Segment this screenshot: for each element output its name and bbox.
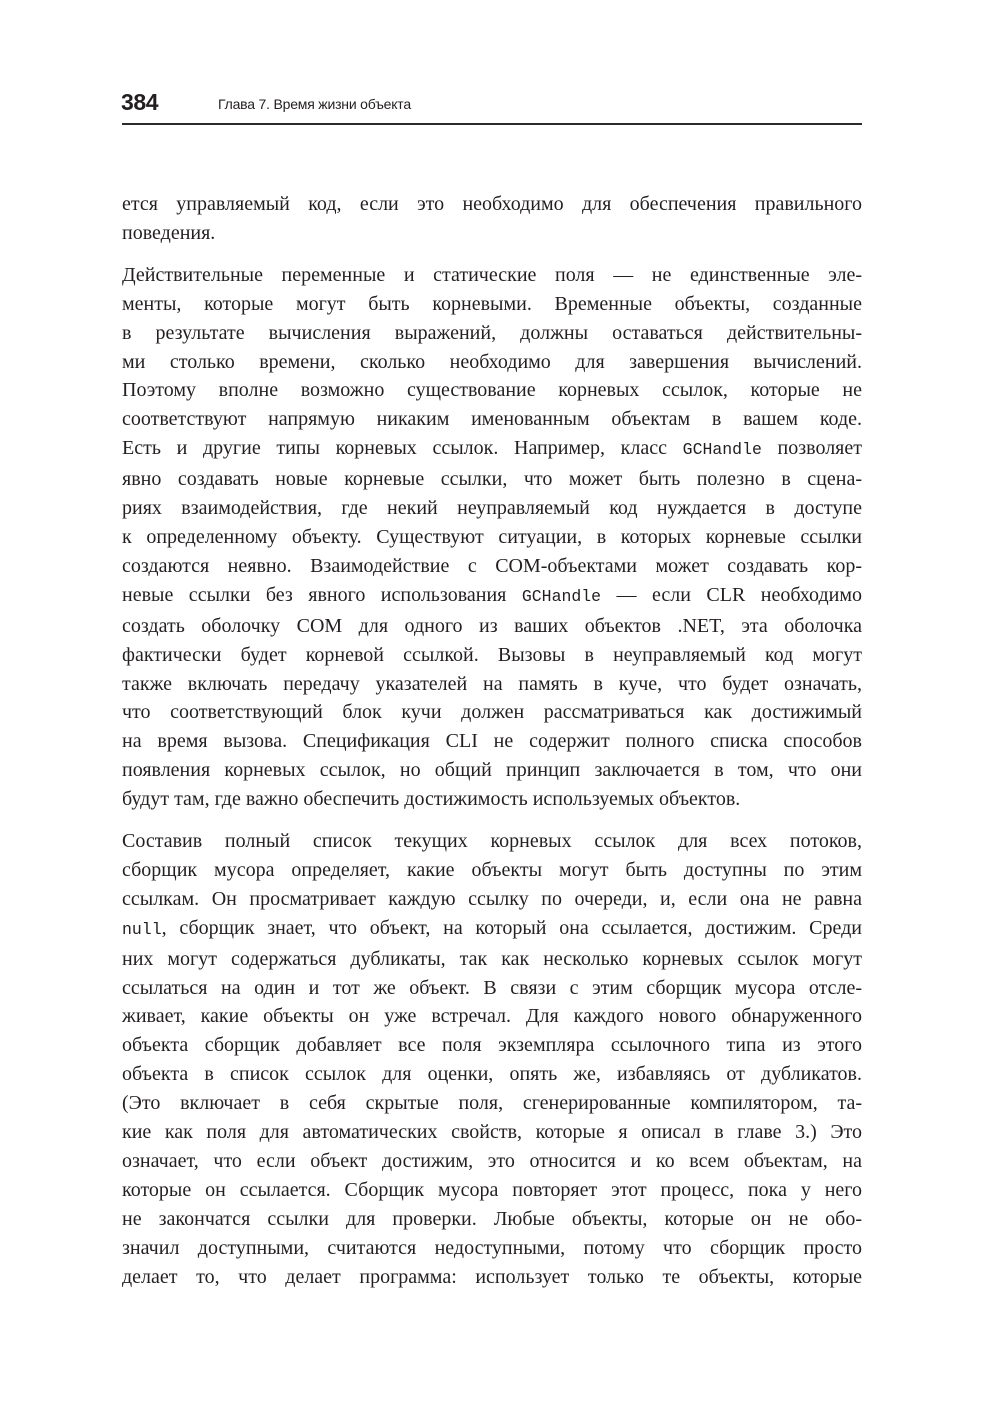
text-segment: — если CLR необходимо: [601, 583, 862, 606]
inline-code: null: [122, 919, 162, 939]
text-line: сборщик мусора определяет, какие объекты могут быть доступны по этим: [122, 858, 862, 881]
text-line: на время вызова. Спецификация CLI не содержит полного списка способов: [122, 730, 862, 753]
text-segment: невые ссылки без явного использования: [122, 583, 522, 606]
text-line: к определенному объекту. Существуют ситуации, в которых корневые ссылки: [122, 525, 862, 548]
text-line: соответствуют напрямую никаким именованным объектам в вашем коде.: [122, 408, 862, 431]
text-line: Составив полный список текущих корневых ссылок для всех потоков,: [122, 830, 862, 853]
text-line: не закончатся ссылки для проверки. Любые объекты, которые он не обо-: [122, 1207, 862, 1230]
inline-code: GCHandle: [682, 440, 762, 460]
text-line: ется управляемый код, если это необходимо для обеспечения правильного: [122, 193, 862, 215]
running-header-title: Глава 7. Время жизни объекта: [218, 96, 411, 112]
header-rule: [122, 123, 862, 125]
body-text: [122, 190, 862, 1292]
text-line: кие как поля для автоматических свойств, которые я описал в главе 3.) Это: [122, 1121, 862, 1144]
text-line: создаются неявно. Взаимодействие с COM-объектами может создавать кор-: [122, 554, 862, 577]
paragraph-3: [122, 827, 862, 1292]
inline-code: GCHandle: [521, 586, 602, 606]
paragraph-2: [122, 261, 862, 814]
text-line: них могут содержаться дубликаты, так как несколько корневых ссылок могут: [122, 947, 862, 970]
text-line: [122, 581, 862, 612]
text-line: также включать передачу указателей на память в куче, что будет означать,: [122, 672, 862, 695]
text-line: (Это включает в себя скрытые поля, сгенерированные компилятором, та-: [122, 1092, 862, 1115]
text-line: риях взаимодействия, где некий неуправляемый код нуждается в доступе: [122, 497, 862, 520]
text-line: будут там, где важно обеспечить достижимость используемых объектов.: [122, 788, 741, 811]
text-segment: позволяет: [761, 437, 863, 460]
text-segment: Есть и другие типы корневых ссылок. Например, класс: [122, 437, 683, 460]
text-line: что соответствующий блок кучи должен рассматриваться как достижимый: [122, 701, 862, 724]
text-line: поведения.: [122, 221, 216, 244]
text-line: в результате вычисления выражений, должны оставаться действительны-: [122, 321, 862, 344]
text-line: означает, что если объект достижим, это относится и ко всем объектам, на: [122, 1150, 862, 1172]
page-number: 384: [121, 89, 159, 115]
text-line: значил доступными, считаются недоступными, потому что сборщик просто: [122, 1236, 862, 1259]
text-line: [122, 434, 862, 465]
text-line: объекта в список ссылок для оценки, опять же, избавляясь от дубликатов.: [122, 1063, 862, 1086]
text-segment: , сборщик знает, что объект, на который она ссылается, достижим. Среди: [161, 916, 862, 939]
text-line: ссылкам. Он просматривает каждую ссылку по очереди, и, если она не равна: [122, 887, 862, 910]
text-line: объекта сборщик добавляет все поля экземпляра ссылочного типа из этого: [122, 1034, 862, 1057]
paragraph-1: [122, 190, 862, 248]
text-line: появления корневых ссылок, но общий принцип заключается в том, что они: [122, 759, 862, 782]
text-line: живает, какие объекты он уже встречал. Для каждого нового обнаруженного: [122, 1005, 862, 1028]
text-line: делает то, что делает программа: использует только те объекты, которые: [122, 1265, 862, 1288]
text-line: [122, 914, 862, 945]
text-line: явно создавать новые корневые ссылки, что может быть полезно в сцена-: [122, 468, 862, 491]
text-line: ми столько времени, сколько необходимо для завершения вычислений.: [122, 350, 862, 373]
text-line: которые он ссылается. Сборщик мусора повторяет этот процесс, пока у него: [122, 1178, 862, 1201]
text-line: ссылаться на один и тот же объект. В связи с этим сборщик мусора отсле-: [122, 976, 862, 999]
text-line: создать оболочку COM для одного из ваших объектов .NET, эта оболочка: [122, 614, 862, 637]
text-line: фактически будет корневой ссылкой. Вызовы в неуправляемый код могут: [122, 643, 862, 666]
text-line: менты, которые могут быть корневыми. Временные объекты, созданные: [122, 292, 862, 315]
text-line: Действительные переменные и статические поля — не единственные эле-: [122, 263, 862, 286]
text-line: Поэтому вполне возможно существование корневых ссылок, которые не: [122, 379, 862, 402]
